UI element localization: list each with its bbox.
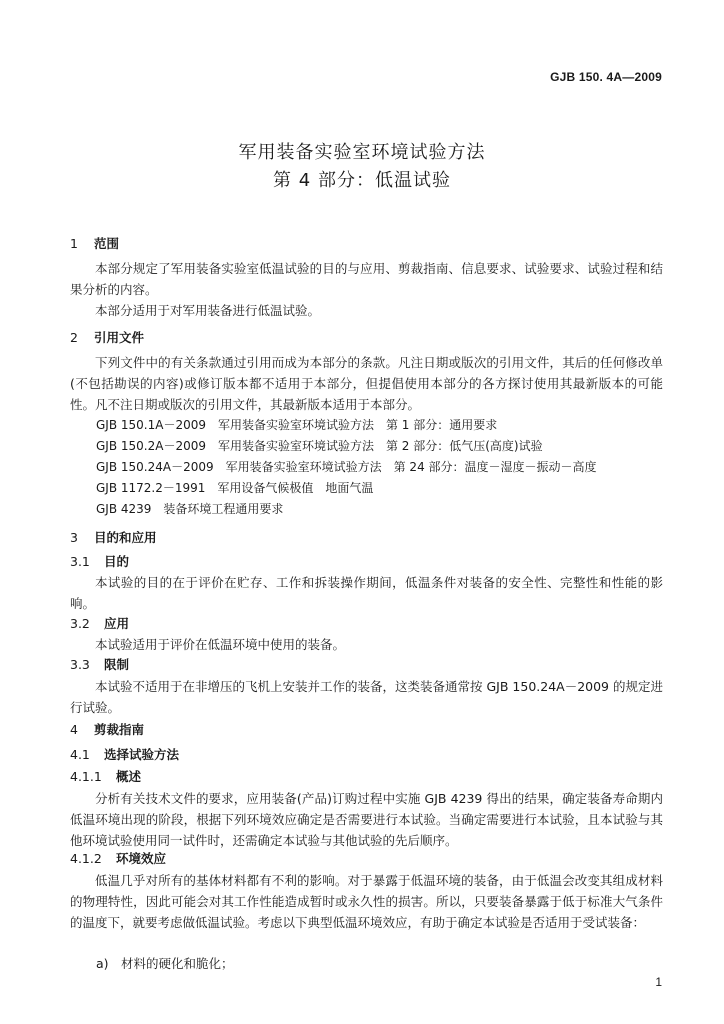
section-number: 4.1: [70, 747, 90, 762]
section-2-paragraph: 下列文件中的有关条款通过引用而成为本部分的条款。凡注日期或版次的引用文件，其后的任何修改单(不包括勘误的内容)或修订版本都不适用于本部分，但提倡使用本部分的各方探讨使用其最新版本的可能性。凡不注日期或版次的引用文件，其最新版本适用于本部分。: [70, 355, 663, 413]
section-number: 3: [70, 530, 78, 545]
section-number: 1: [70, 236, 78, 251]
section-4-1-heading: [70, 745, 179, 763]
section-title: 目的: [104, 554, 130, 569]
section-number: 4.1.1: [70, 769, 102, 784]
page-number: 1: [655, 975, 662, 989]
section-title: 剪裁指南: [94, 722, 145, 737]
section-title: 选择试验方法: [104, 747, 180, 762]
section-4-1-1-paragraph: 分析有关技术文件的要求，应用装备(产品)订购过程中实施 GJB 4239 得出的结果，确定装备寿命期内低温环境出现的阶段，根据下列环境效应确定是否需要进行本试验。当确定需要进行本试验，且本试验与其他环境试验使用同一试件时，还需确定本试验与其他试验的先后顺序。: [70, 791, 663, 849]
section-4-1-2-heading: [70, 849, 166, 867]
section-number: 4: [70, 722, 78, 737]
section-3-1-paragraph: 本试验的目的在于评价在贮存、工作和拆装操作期间，低温条件对装备的安全性、完整性和性能的影响。: [70, 575, 663, 612]
section-3-2-heading: [70, 614, 129, 632]
section-3-3-heading: [70, 655, 129, 673]
section-number: 4.1.2: [70, 851, 102, 866]
section-title: 目的和应用: [94, 530, 157, 545]
section-number: 3.1: [70, 554, 90, 569]
section-title: 限制: [104, 657, 130, 672]
standard-code: GJB 150. 4A—2009: [550, 70, 662, 84]
section-number: 2: [70, 330, 78, 345]
section-1-paragraph-1: 本部分规定了军用装备实验室低温试验的目的与应用、剪裁指南、信息要求、试验要求、试验过程和结果分析的内容。: [70, 261, 663, 298]
reference-item: GJB 150.1A－2009 军用装备实验室环境试验方法 第 1 部分：通用要求: [96, 418, 498, 432]
section-title: 应用: [104, 616, 130, 631]
reference-item: GJB 150.24A－2009 军用装备实验室环境试验方法 第 24 部分：温度－湿度－振动－高度: [96, 460, 597, 474]
section-1-heading: [70, 234, 119, 252]
reference-item: GJB 4239 装备环境工程通用要求: [96, 502, 284, 516]
section-title: 引用文件: [94, 330, 145, 345]
reference-item: GJB 150.2A－2009 军用装备实验室环境试验方法 第 2 部分：低气压(高度)试验: [96, 439, 543, 453]
section-3-heading: [70, 528, 157, 546]
section-title: 概述: [116, 769, 142, 784]
document-subtitle: 第 4 部分：低温试验: [273, 170, 451, 191]
section-1-paragraph-2: 本部分适用于对军用装备进行低温试验。: [95, 303, 321, 318]
section-number: 3.3: [70, 657, 90, 672]
document-title: 军用装备实验室环境试验方法: [238, 142, 486, 163]
section-3-3-paragraph: 本试验不适用于在非增压的飞机上安装并工作的装备，这类装备通常按 GJB 150.24A－2009 的规定进行试验。: [70, 679, 663, 716]
section-4-1-1-heading: [70, 767, 141, 785]
section-number: 3.2: [70, 616, 90, 631]
list-item-a: a) 材料的硬化和脆化；: [96, 956, 234, 971]
section-4-1-2-paragraph: 低温几乎对所有的基体材料都有不利的影响。对于暴露于低温环境的装备，由于低温会改变其组成材料的物理特性，因此可能会对其工作性能造成暂时或永久性的损害。所以，只要装备暴露于低于标准大气条件的温度下，就要考虑做低温试验。考虑以下典型低温环境效应，有助于确定本试验是否适用于受试装备：: [70, 873, 663, 931]
section-title: 环境效应: [116, 851, 167, 866]
section-4-heading: [70, 720, 144, 738]
reference-item: GJB 1172.2－1991 军用设备气候极值 地面气温: [96, 481, 374, 495]
section-3-1-heading: [70, 552, 129, 570]
section-title: 范围: [94, 236, 120, 251]
section-3-2-paragraph: 本试验适用于评价在低温环境中使用的装备。: [95, 637, 346, 652]
section-2-heading: [70, 328, 144, 346]
